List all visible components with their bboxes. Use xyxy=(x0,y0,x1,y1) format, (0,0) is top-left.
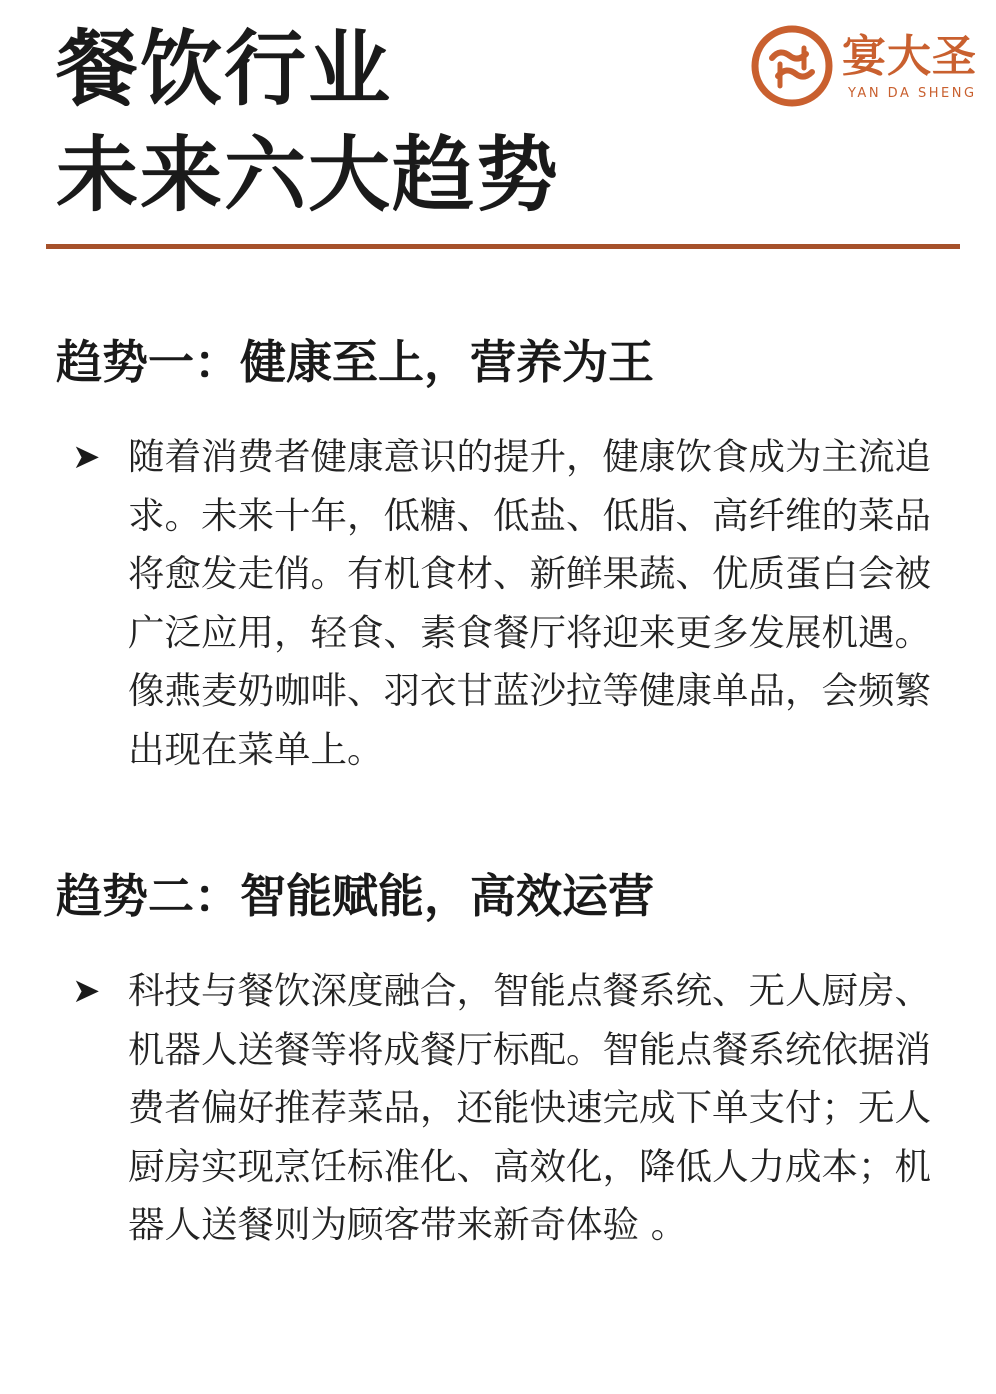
section-body-trend-2: 科技与餐饮深度融合，智能点餐系统、无人厨房、机器人送餐等将成餐厅标配。智能点餐系统依据消费者偏好推荐菜品，还能快速完成下单支付；无人厨房实现烹饪标准化、高效化，降低人力成本；机器人送餐则为顾客带来新奇体验 。 xyxy=(128,969,931,1246)
brand-logo-mark-icon xyxy=(750,24,834,108)
section-body-trend-1: 随着消费者健康意识的提升，健康饮食成为主流追求。未来十年，低糖、低盐、低脂、高纤维的菜品将愈发走俏。有机食材、新鲜果蔬、优质蛋白会被广泛应用，轻食、素食餐厅将迎来更多发展机遇。像燕麦奶咖啡、羽衣甘蓝沙拉等健康单品，会频繁出现在菜单上。 xyxy=(128,435,931,771)
brand-logo-subtitle: YAN DA SHENG xyxy=(848,86,977,101)
page-title-line-2: 未来六大趋势 xyxy=(56,128,561,223)
brand-logo-name: 宴大圣 xyxy=(842,31,977,82)
section-heading-trend-2: 趋势二：智能赋能，高效运营 xyxy=(56,869,654,923)
section-heading-trend-1: 趋势一：健康至上，营养为王 xyxy=(56,335,654,389)
brand-logo xyxy=(750,20,986,106)
title-divider xyxy=(46,244,960,249)
arrowhead-bullet-icon: ➤ xyxy=(72,437,101,477)
arrowhead-bullet-icon: ➤ xyxy=(72,971,101,1011)
page-title-line-1: 餐饮行业 xyxy=(56,22,393,117)
